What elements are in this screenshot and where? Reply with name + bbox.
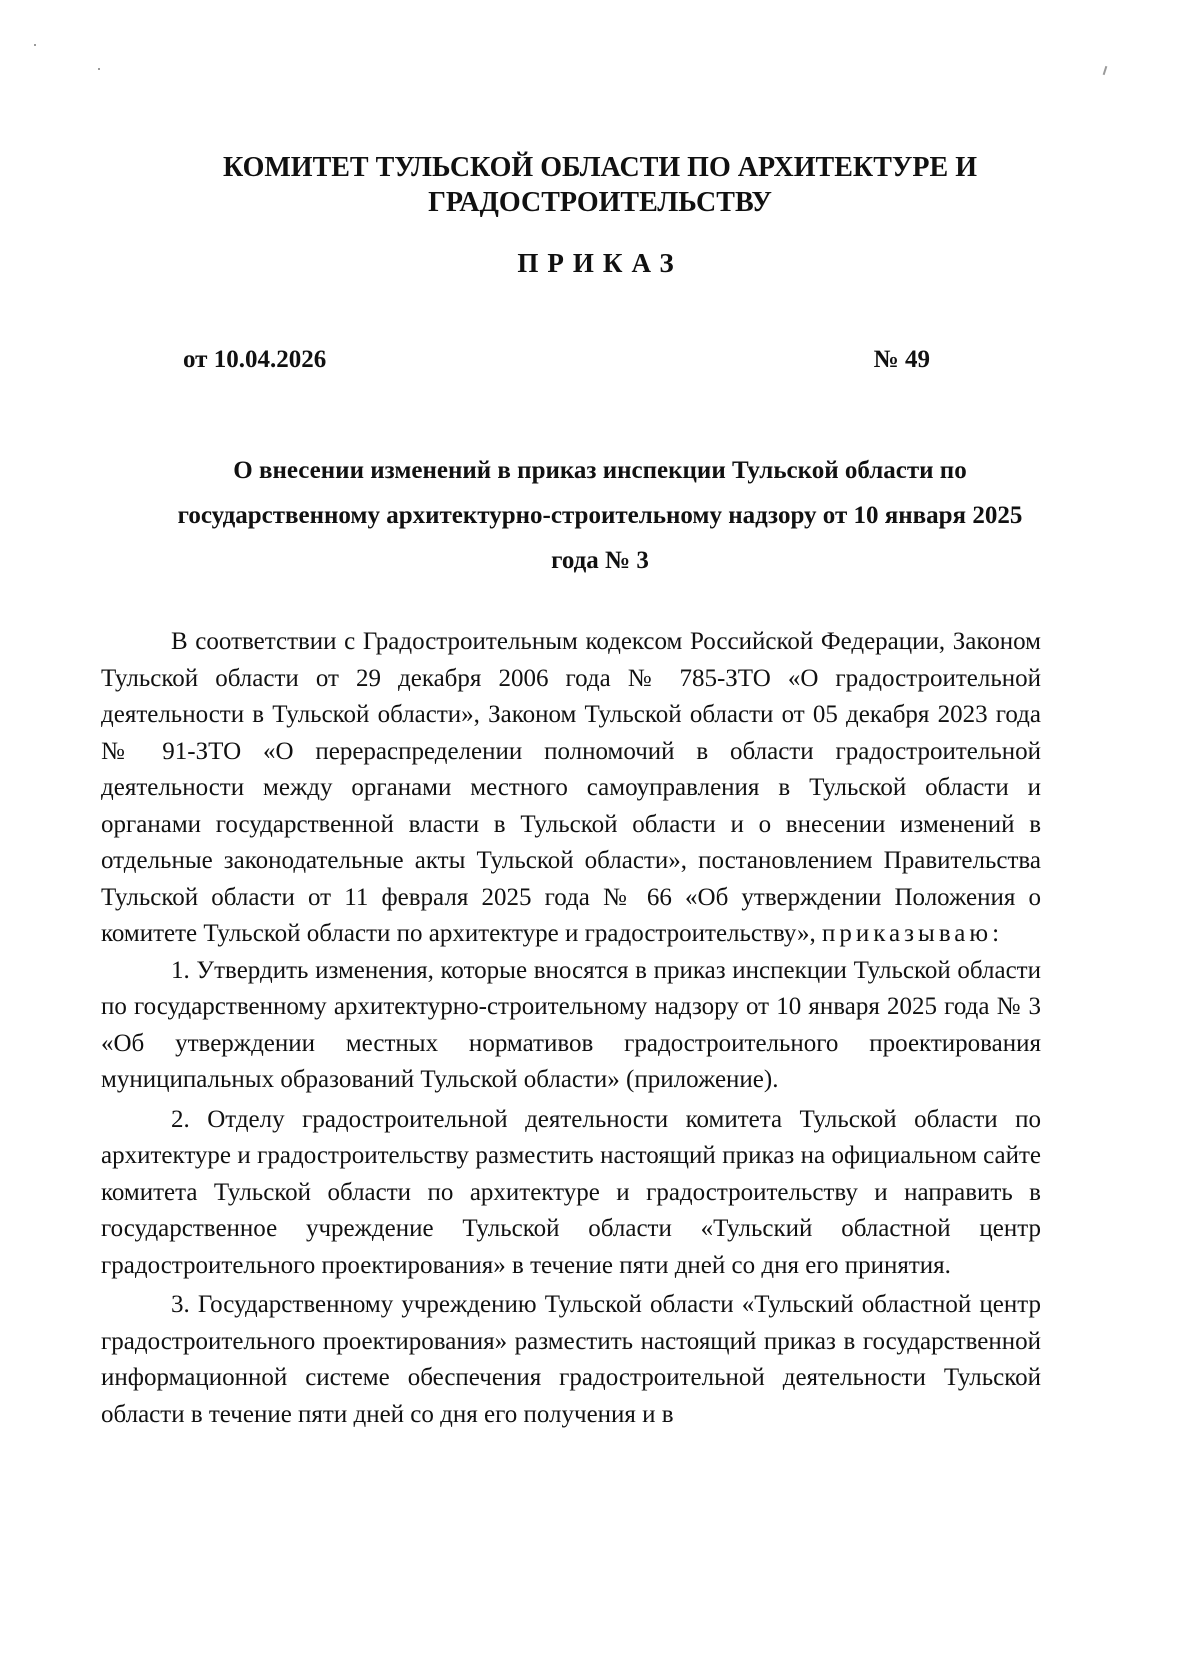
organization-name-line2: ГРАДОСТРОИТЕЛЬСТВУ (428, 187, 772, 218)
item-2-paragraph: 2. Отделу градостроительной деятельности комитета Тульской области по архитектуре и градостроительству разместить настоящий приказ на официальном сайте комитета Тульской области по архитектуре и градостроительству и направить в государственное учреждение Тульской области «Тульский областной центр градостроительного проектирования» в течение пяти дней со дня его принятия. (101, 1105, 1041, 1279)
preamble-text: В соответствии с Градостроительным кодексом Российской Федерации, Законом Тульской области от 29 декабря 2006 года № 785-ЗТО «О градостроительной деятельности в Тульской области», Законом Тульской области от 05 декабря 2023 года № 91-ЗТО «О перераспределении полномочий в области градостроительной деятельности между органами местного самоуправления в Тульской области и органами государственной власти в Тульской области и о внесении изменений в отдельные законодательные акты Тульской области», постановлением Правительства Тульской области от 11 февраля 2025 года № 66 «Об утверждении Положения о комитете Тульской области по архитектуре и градостроительству», (101, 628, 1041, 947)
item-1-paragraph: 1. Утвердить изменения, которые вносятся в приказ инспекции Тульской области по государственному архитектурно-строительному надзору от 10 января 2025 года № 3 «Об утверждении местных нормативов градостроительного проектирования муниципальных образований Тульской области» (приложение). (101, 956, 1041, 1093)
subject-line2: государственному архитектурно-строительному надзору от 10 января 2025 (177, 502, 1023, 529)
document-subject (100, 448, 1100, 583)
organization-name (100, 150, 1100, 220)
order-word: приказываю: (822, 920, 1004, 947)
document-body (101, 624, 1041, 1433)
scan-speck (98, 68, 100, 70)
organization-name-line1: КОМИТЕТ ТУЛЬСКОЙ ОБЛАСТИ ПО АРХИТЕКТУРЕ И (222, 152, 977, 183)
subject-line3: года № 3 (551, 547, 649, 574)
scan-speck (34, 44, 36, 46)
document-type: ПРИКАЗ (517, 248, 683, 278)
document-date: от 10.04.2026 (183, 346, 327, 373)
item-3-paragraph: 3. Государственному учреждению Тульской области «Тульский областной центр градостроительного проектирования» разместить настоящий приказ в государственной информационной системе обеспечения градостроительной деятельности Тульской области в течение пяти дней со дня его получения и в (101, 1291, 1041, 1428)
document-number: № 49 (873, 346, 930, 373)
subject-line1: О внесении изменений в приказ инспекции Тульской области по (233, 457, 967, 484)
scan-speck (1103, 66, 1108, 75)
preamble-paragraph (101, 624, 1041, 953)
